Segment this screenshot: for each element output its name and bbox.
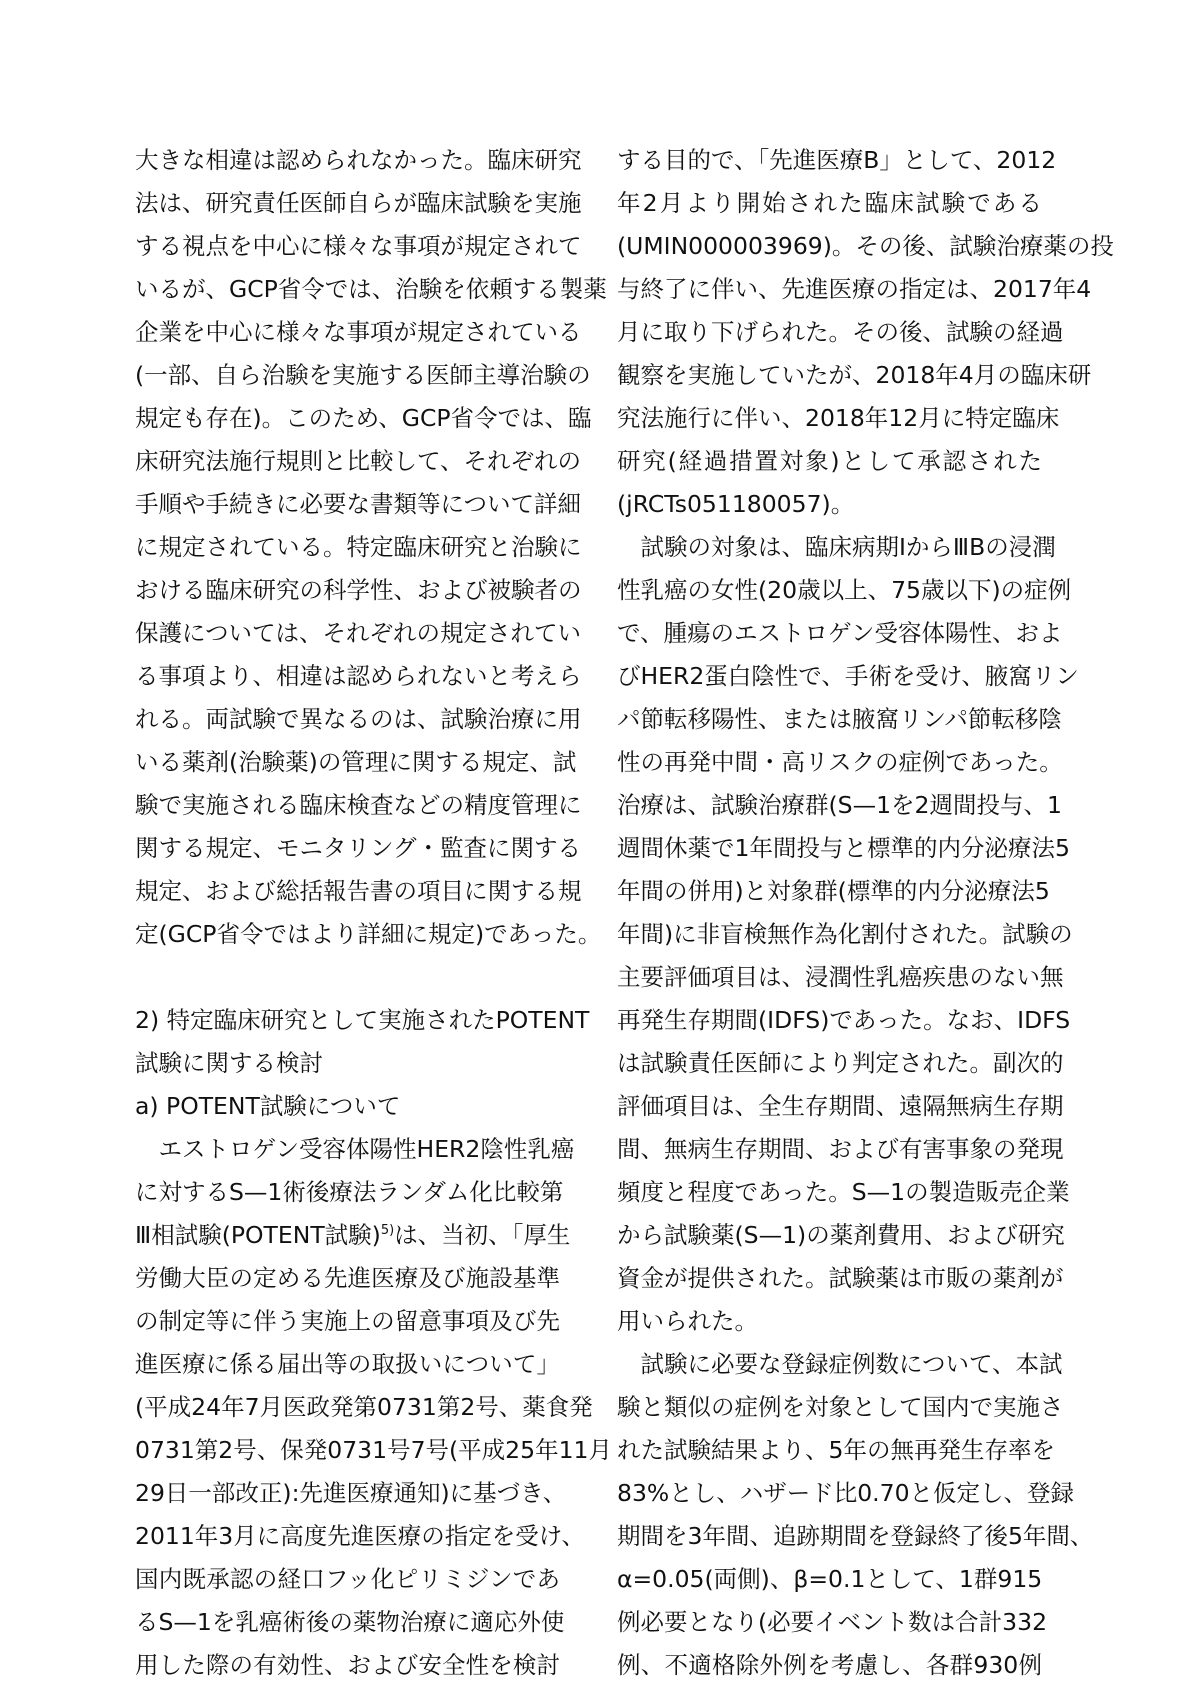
text-line: 大きな相違は認められなかった。臨床研究 [135, 146, 582, 174]
text-line: 性乳癌の女性(20歳以上、75歳以下)の症例 [617, 576, 1072, 604]
text-line: 試験に必要な登録症例数について、本試 [617, 1350, 1063, 1378]
text-line: は試験責任医師により判定された。副次的 [617, 1049, 1064, 1077]
right-text-column [617, 144, 1114, 1692]
text-line: れる。両試験で異なるのは、試験治療に用 [135, 705, 582, 733]
text-line: パ節転移陽性、または腋窩リンパ節転移陰 [617, 705, 1062, 733]
text-line: に対するS—1術後療法ランダム化比較第 [135, 1178, 564, 1206]
text-line: 究法施行に伴い、2018年12月に特定臨床 [617, 404, 1060, 432]
text-line: 例必要となり(必要イベント数は合計332 [617, 1608, 1048, 1636]
text-line: 験と類似の症例を対象として国内で実施さ [617, 1393, 1064, 1421]
text-line: (jRCTs051180057)。 [617, 490, 855, 518]
text-line: 例、不適格除外例を考慮し、各群930例 [617, 1651, 1042, 1679]
text-line: 評価項目は、全生存期間、遠隔無病生存期 [617, 1092, 1064, 1120]
text-line: α=0.05(両側)、β=0.1として、1群915 [617, 1565, 1043, 1593]
text-line: 年2月より開始された臨床試験である [617, 189, 1042, 217]
text-line: 床研究法施行規則と比較して、それぞれの [135, 447, 582, 475]
text-line: 保護については、それぞれの規定されてい [135, 619, 582, 647]
text-line: 期間を3年間、追跡期間を登録終了後5年間、 [617, 1522, 1094, 1550]
text-line: 進医療に係る届出等の取扱いについて」 [135, 1350, 560, 1378]
text-line: の制定等に伴う実施上の留意事項及び先 [135, 1307, 560, 1335]
text-line: 0731第2号、保発0731号7号(平成25年11月 [135, 1436, 612, 1464]
text-line: 法は、研究責任医師自らが臨床試験を実施 [135, 189, 582, 217]
text-line: 29日一部改正):先進医療通知)に基づき、 [135, 1479, 567, 1507]
text-line: 間、無病生存期間、および有害事象の発現 [617, 1135, 1064, 1163]
text-line: 手順や手続きに必要な書類等について詳細 [135, 490, 582, 518]
text-line [135, 961, 560, 1004]
text-line: (一部、自ら治験を実施する医師主導治験の [135, 361, 591, 389]
text-line: 国内既承認の経口フッ化ピリミジンであ [135, 1565, 560, 1593]
text-segment: Ⅲ相試験(POTENT試験) [135, 1221, 381, 1249]
text-line: 治療は、試験治療群(S—1を2週間投与、1 [617, 791, 1062, 819]
text-line: 頻度と程度であった。S—1の製造販売企業 [617, 1178, 1070, 1206]
text-line: 規定、および総括報告書の項目に関する規 [135, 877, 582, 905]
text-line: 試験の対象は、臨床病期ⅠからⅢBの浸潤 [617, 533, 1056, 561]
text-line [135, 1219, 571, 1262]
text-line: 週間休薬で1年間投与と標準的内分泌療法5 [617, 834, 1070, 862]
text-line: (平成24年7月医政発第0731第2号、薬食発 [135, 1393, 593, 1421]
text-line: 再発生存期間(IDFS)であった。なお、IDFS [617, 1006, 1071, 1034]
left-text-column [135, 144, 612, 1692]
text-line: から試験薬(S—1)の薬剤費用、および研究 [617, 1221, 1065, 1249]
text-line: 企業を中心に様々な事項が規定されている [135, 318, 582, 346]
text-line: 規定も存在)。このため、GCP省令では、臨 [135, 404, 592, 432]
text-line: 性の再発中間・高リスクの症例であった。 [617, 748, 1063, 776]
text-line: 労働大臣の定める先進医療及び施設基準 [135, 1264, 560, 1292]
text-line: 主要評価項目は、浸潤性乳癌疾患のない無 [617, 963, 1064, 991]
text-line: 年間の併用)と対象群(標準的内分泌療法5 [617, 877, 1050, 905]
text-line: いる薬剤(治験薬)の管理に関する規定、試 [135, 748, 577, 776]
text-line: で、腫瘍のエストロゲン受容体陽性、およ [617, 619, 1063, 647]
text-line: 月に取り下げられた。その後、試験の経過 [617, 318, 1064, 346]
text-line: る事項より、相違は認められないと考えら [135, 662, 582, 690]
text-line: 2) 特定臨床研究として実施されたPOTENT [135, 1006, 590, 1034]
text-line: いるが、GCP省令では、治験を依頼する製薬 [135, 275, 607, 303]
text-line: する目的で、「先進医療B」として、2012 [617, 146, 1057, 174]
text-line: に規定されている。特定臨床研究と治験に [135, 533, 582, 561]
text-line: 資金が提供された。試験薬は市販の薬剤が [617, 1264, 1064, 1292]
text-line: おける臨床研究の科学性、および被験者の [135, 576, 582, 604]
text-line: 験で実施される臨床検査などの精度管理に [135, 791, 582, 819]
text-line: 年間)に非盲検無作為化割付された。試験の [617, 920, 1073, 948]
text-line: れた試験結果より、5年の無再発生存率を [617, 1436, 1055, 1464]
text-line: 2011年3月に高度先進医療の指定を受け、 [135, 1522, 585, 1550]
text-line: a) POTENT試験について [135, 1092, 401, 1120]
text-line: (UMIN000003969)。その後、試験治療薬の投 [617, 232, 1114, 260]
text-line: びHER2蛋白陰性で、手術を受け、腋窩リン [617, 662, 1079, 690]
text-line: 試験に関する検討 [135, 1049, 323, 1077]
text-line: 用いられた。 [617, 1307, 758, 1335]
reference-superscript: 5) [380, 1223, 395, 1238]
text-line: 定(GCP省令ではより詳細に規定)であった。 [135, 920, 602, 948]
text-line: エストロゲン受容体陽性HER2陰性乳癌 [135, 1135, 575, 1163]
text-line: 観察を実施していたが、2018年4月の臨床研 [617, 361, 1092, 389]
text-line: 83%とし、ハザード比0.70と仮定し、登録 [617, 1479, 1075, 1507]
text-line: する視点を中心に様々な事項が規定されて [135, 232, 582, 260]
text-line: 用した際の有効性、および安全性を検討 [135, 1651, 560, 1679]
text-line: るS—1を乳癌術後の薬物治療に適応外使 [135, 1608, 565, 1636]
text-line: 研究(経過措置対象)として承認された [617, 447, 1042, 475]
text-segment: は、当初、「厚生 [394, 1221, 571, 1249]
text-line: 関する規定、モニタリング・監査に関する [135, 834, 582, 862]
text-line: 与終了に伴い、先進医療の指定は、2017年4 [617, 275, 1092, 303]
